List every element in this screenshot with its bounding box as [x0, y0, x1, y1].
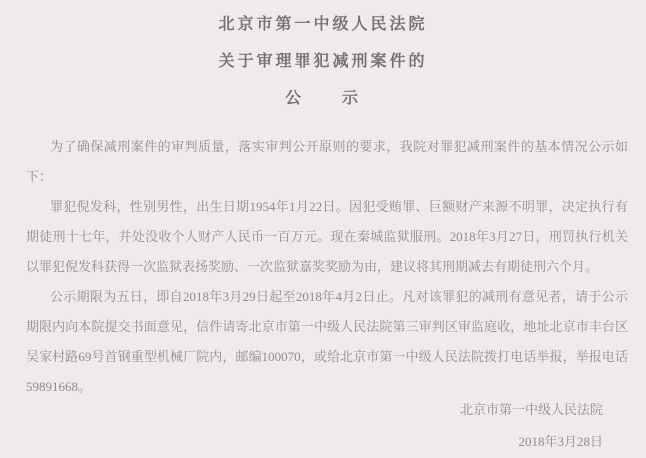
- title-notice-label: 公 示: [284, 90, 361, 107]
- paragraph-publicity-period: 公示期限为五日，即自2018年3月29日起至2018年4月2日止。凡对该罪犯的减刑有意见者，请于公示期限内向本院提交书面意见，信件请寄北京市第一中级人民法院第三审判区审监庭收，地址北京市丰台区吴家村路69号首钢重型机械厂院内，邮编100070，或给北京市第一中级人民法院拨打电话举报，举报电话59891668。: [26, 289, 628, 394]
- paragraph-intro: 为了确保减刑案件的审判质量，落实审判公开原则的要求，我院对罪犯减刑案件的基本情况公示如下：: [26, 139, 628, 184]
- footer-date: 2018年3月28日: [518, 434, 603, 449]
- document-footer: [460, 394, 603, 458]
- title-court-name: 北京市第一中级人民法院: [218, 16, 428, 33]
- paragraph-case-details: 罪犯倪发科，性别男性，出生日期1954年1月22日。因犯受贿罪、巨额财产来源不明罪，决定执行有期徒刑十七年，并处没收个人财产人民币一百万元。现在秦城监狱服刑。2018年3月27日，刑罚执行机关以罪犯倪发科获得一次监狱表扬奖励、一次监狱嘉奖奖励为由，建议将其刑期减去有期徒刑六个月。: [26, 199, 628, 274]
- footer-signature: 北京市第一中级人民法院: [459, 402, 603, 417]
- document-header: [0, 0, 646, 117]
- title-subject: 关于审理罪犯减刑案件的: [218, 53, 428, 70]
- document-body: [26, 132, 628, 402]
